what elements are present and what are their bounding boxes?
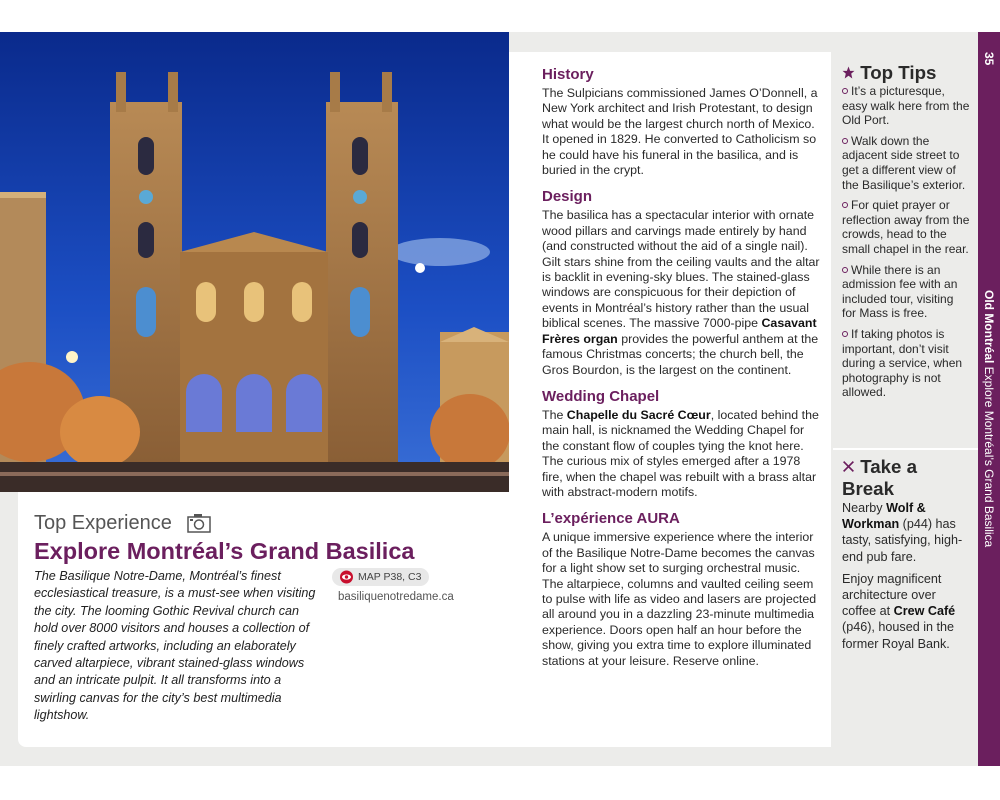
bullet-icon (842, 202, 848, 208)
top-tips-label: Top Tips (860, 62, 937, 83)
venue-name: Crew Café (893, 604, 956, 619)
bottom-margin (0, 766, 1000, 800)
map-reference[interactable] (332, 568, 429, 586)
break-item (842, 571, 970, 652)
design-body-text-end: provides the powerful anthem at the famous Christmas concerts; the church bell, the Gros Bourdon, is the largest on the continent. (542, 331, 819, 377)
bullet-icon (842, 88, 848, 94)
design-body (542, 208, 824, 377)
map-eye-icon (339, 570, 354, 584)
take-a-break-box (842, 456, 970, 658)
design-heading: Design (542, 188, 593, 206)
basilica-photo (0, 32, 509, 492)
tip-item (842, 134, 970, 192)
break-item (842, 500, 970, 565)
tip-text: While there is an admission fee with an included tour, visiting for Mass is free. (842, 262, 958, 321)
website-link[interactable]: basiliquenotredame.ca (338, 591, 454, 603)
page-title: Explore Montréal’s Grand Basilica (34, 538, 415, 564)
top-tips-heading (842, 62, 970, 84)
chapel-body-text-end: , located behind the main hall, is nicknamed the Wedding Chapel for the constant flow of couples tying the knot here. The curious mix of styles emerged after a 1978 fire, when the chapel was rebuilt with a brass altar with abstract-modern motifs. (542, 407, 819, 499)
break-text: Nearby (842, 501, 887, 515)
running-header (982, 290, 996, 547)
wedding-chapel-body (542, 408, 824, 500)
aura-body: A unique immersive experience where the interior of the Basilique Notre-Dame becomes the canvas for a light show set to surging orchestral music. The altarpiece, columns and vaulted ceiling seem to pulse with life as video and lasers are projected all around you in a dazzling 23-minute multimedia experience. Doors open half an hour before the show, giving you extra time to explore illuminated stations at your leisure. Reserve online. (542, 530, 817, 668)
main-column (542, 62, 824, 676)
break-text-end: (p44) has tasty, satisfying, high-end pub fare. (842, 517, 963, 564)
break-text: Enjoy magnificent architecture over coffee at (842, 571, 942, 619)
bullet-icon (842, 267, 848, 273)
tip-text: Walk down the adjacent side street to get a different view of the Basilique’s exterior. (842, 133, 966, 192)
section-name: Old Montréal (982, 290, 996, 364)
subsection-name: Explore Montréal’s Grand Basilica (982, 363, 996, 548)
tip-text: If taking photos is important, don’t visit during a service, when photography is not allowed. (842, 326, 963, 400)
chapel-name: Chapelle du Sacré Cœur (566, 407, 711, 422)
cutlery-icon (842, 460, 855, 473)
sidebar-divider (833, 448, 978, 450)
camera-icon (187, 513, 211, 533)
take-a-break-label: Take a Break (842, 456, 918, 499)
tip-item (842, 263, 970, 321)
map-reference-label: MAP P38, C3 (358, 571, 422, 583)
break-text-end: (p46), housed in the former Royal Bank. (842, 620, 955, 651)
page-number: 35 (982, 52, 996, 66)
tip-item (842, 84, 970, 128)
tip-item (842, 327, 970, 400)
top-margin (0, 0, 1000, 32)
organ-name: Casavant Frères organ (542, 316, 817, 346)
design-body-text: The basilica has a spectacular interior with ornate wood pillars and carvings made entirely by hand (and constructed without the aid of a single nail). Gilt stars shine from the ceiling vaults and the altar is backlit in evening-sky blues. The stained-glass windows are conspicuous for their depiction of events in Montréal’s history rather than the usual biblical scenes. The massive 7000-pipe (542, 208, 820, 331)
bullet-icon (842, 138, 848, 144)
intro-text: The Basilique Notre-Dame, Montréal’s finest ecclesiastical treasure, is a must-see when visiting the city. The looming Gothic Revival church can hold over 8000 visitors and houses a collection of finely crafted artworks, including an elaborately carved altarpiece, vibrant stained-glass windows and an intricate pulpit. It all transforms into a swirling canvas for the city’s best multimedia lightshow. (34, 569, 316, 723)
venue-name: Wolf & Workman (842, 501, 926, 532)
tip-item (842, 198, 970, 256)
history-body: The Sulpicians commissioned James O’Donnell, a New York architect and Irish Protestant, to design what would be the largest church north of Mexico. It opened in 1829. He converted to Catholicism so he could have his funeral in the basilica, and is buried in the crypt. (542, 86, 818, 178)
history-heading: History (542, 66, 594, 83)
bullet-icon (842, 331, 848, 337)
top-experience-kicker: Top Experience (34, 512, 172, 534)
top-tips-box (842, 62, 970, 406)
aura-heading: L’expérience AURA (542, 510, 680, 528)
tip-text: For quiet prayer or reflection away from the crowds, head to the small chapel in the rear. (842, 198, 970, 256)
tip-text: It’s a picturesque, easy walk here from the Old Port. (842, 84, 970, 128)
take-a-break-heading (842, 456, 970, 500)
star-icon (842, 66, 855, 79)
chapel-body-text: The (542, 407, 567, 422)
wedding-chapel-heading: Wedding Chapel (542, 387, 660, 405)
